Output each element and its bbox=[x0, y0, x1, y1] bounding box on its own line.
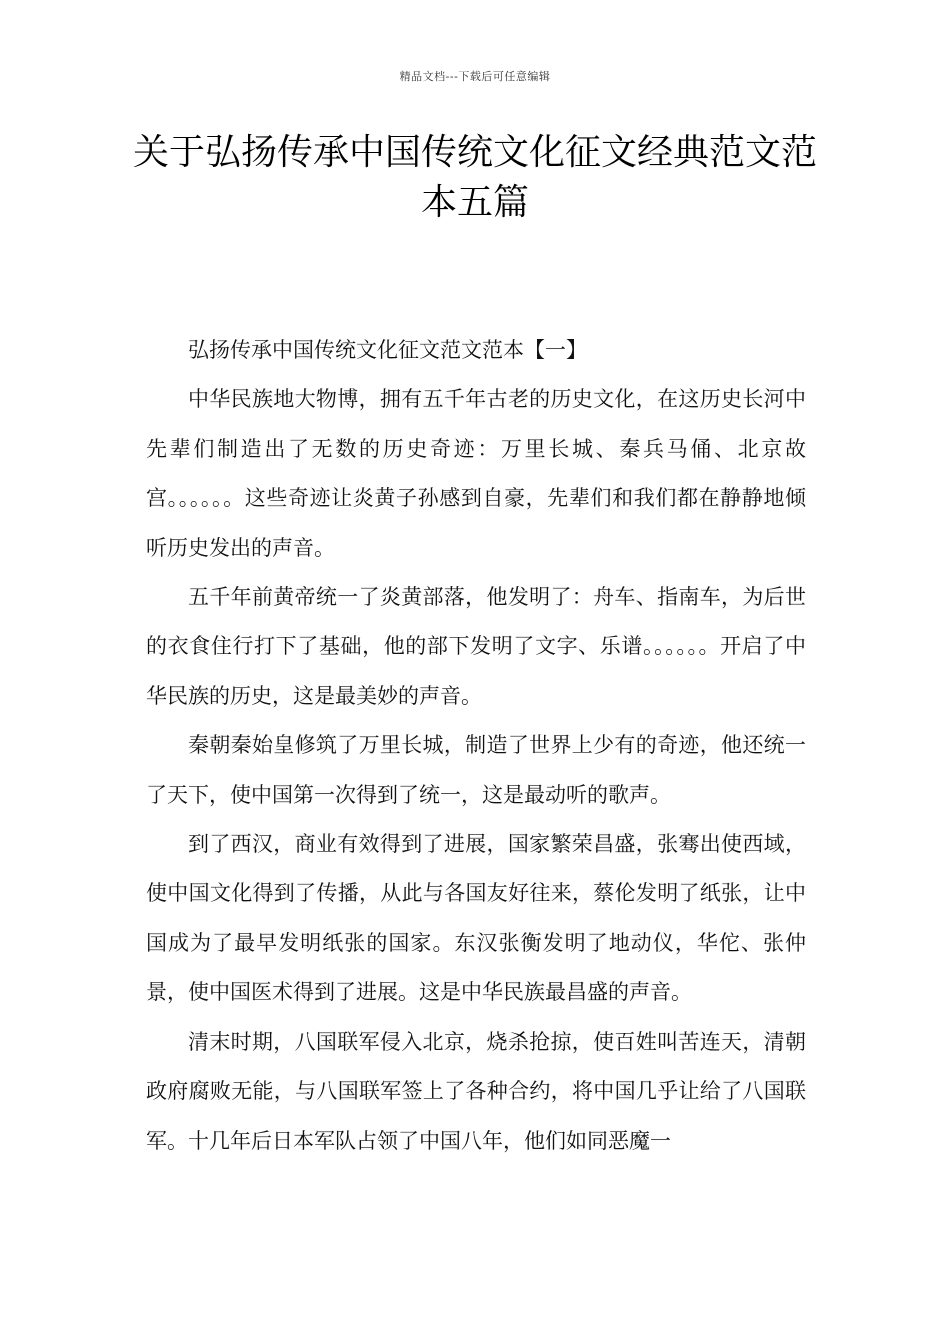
page-header-note: 精品文档---下载后可任意编辑 bbox=[399, 70, 551, 83]
paragraph: 清末时期，八国联军侵入北京，烧杀抢掠，使百姓叫苦连天，清朝政府腐败无能，与八国联军签上了各种合约，将中国几乎让给了八国联军。十几年后日本军队占领了中国八年，他们如同恶魔一 bbox=[146, 1029, 806, 1153]
document-title: 关于弘扬传承中国传统文化征文经典范文范本五篇 bbox=[132, 132, 817, 223]
document-body bbox=[146, 326, 806, 1166]
paragraph: 到了西汉，商业有效得到了进展，国家繁荣昌盛，张骞出使西域，使中国文化得到了传播，从此与各国友好往来，蔡伦发明了纸张，让中国成为了最早发明纸张的国家。东汉张衡发明了地动仪，华佗、张仲景，使中国医术得到了进展。这是中华民族最昌盛的声音。 bbox=[146, 832, 806, 1005]
section-heading: 弘扬传承中国传统文化征文范文范本【一】 bbox=[188, 338, 587, 362]
paragraph: 中华民族地大物博，拥有五千年古老的历史文化，在这历史长河中先辈们制造出了无数的历史奇迹：万里长城、秦兵马俑、北京故宫。。。。。。这些奇迹让炎黄子孙感到自豪，先辈们和我们都在静静地倾听历史发出的声音。 bbox=[146, 387, 806, 560]
paragraph: 秦朝秦始皇修筑了万里长城，制造了世界上少有的奇迹，他还统一了天下，使中国第一次得到了统一，这是最动听的歌声。 bbox=[146, 733, 806, 807]
paragraph: 五千年前黄帝统一了炎黄部落，他发明了：舟车、指南车，为后世的衣食住行打下了基础，他的部下发明了文字、乐谱。。。。。。开启了中华民族的历史，这是最美妙的声音。 bbox=[146, 585, 806, 708]
